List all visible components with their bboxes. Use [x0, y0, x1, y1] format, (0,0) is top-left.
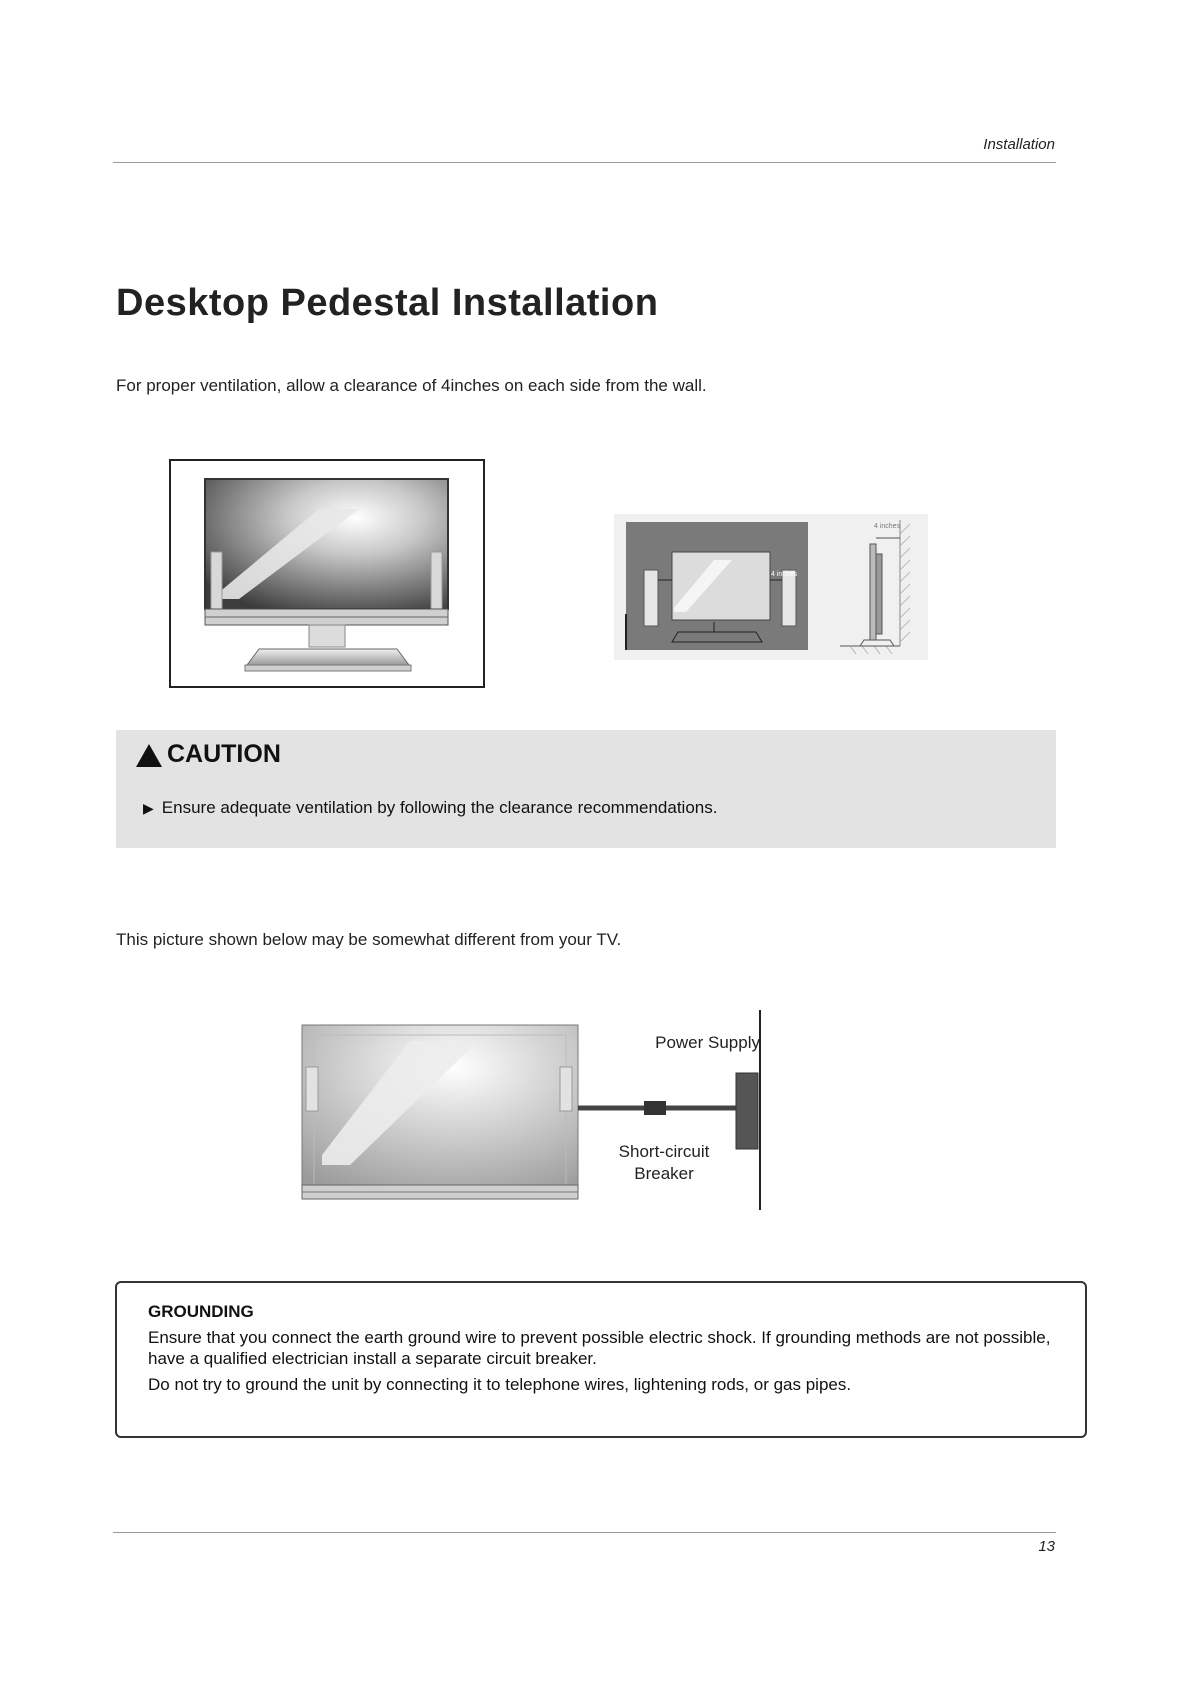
clearance-figure	[614, 514, 928, 660]
caution-text: Ensure adequate ventilation by following the clearance recommendations.	[161, 798, 718, 817]
running-header: Installation	[983, 136, 1055, 153]
footer-rule	[113, 1532, 1056, 1533]
caution-title: CAUTION	[167, 740, 281, 768]
page-title: Desktop Pedestal Installation	[116, 282, 659, 324]
note-text: This picture shown below may be somewhat different from your TV.	[116, 930, 622, 949]
page-number: 13	[1038, 1538, 1055, 1555]
bullet-arrow-icon: ▶	[143, 799, 154, 816]
front-clearance-label: 4 inches	[771, 571, 798, 578]
power-supply-label: Power Supply	[655, 1033, 760, 1052]
warning-triangle-icon	[135, 742, 163, 768]
header-rule	[113, 162, 1056, 163]
grounding-paragraph-2: Do not try to ground the unit by connecting it to telephone wires, lightening rods, or gas pipes.	[148, 1375, 852, 1394]
caution-heading	[135, 740, 281, 769]
grounding-title: GROUNDING	[148, 1302, 254, 1321]
side-clearance-label: 4 inches	[874, 523, 901, 530]
intro-text: For proper ventilation, allow a clearance of 4inches on each side from the wall.	[116, 376, 707, 395]
breaker-label-line2: Breaker	[634, 1164, 694, 1183]
breaker-label-line1: Short-circuit	[618, 1142, 710, 1161]
grounding-text	[148, 1327, 1068, 1400]
tv-pedestal-figure	[169, 459, 485, 688]
caution-item	[143, 798, 717, 818]
grounding-paragraph-1: Ensure that you connect the earth ground wire to prevent possible electric shock. If grounding methods are not possible, have a qualified electrician install a separate circuit breaker.	[148, 1328, 1051, 1368]
